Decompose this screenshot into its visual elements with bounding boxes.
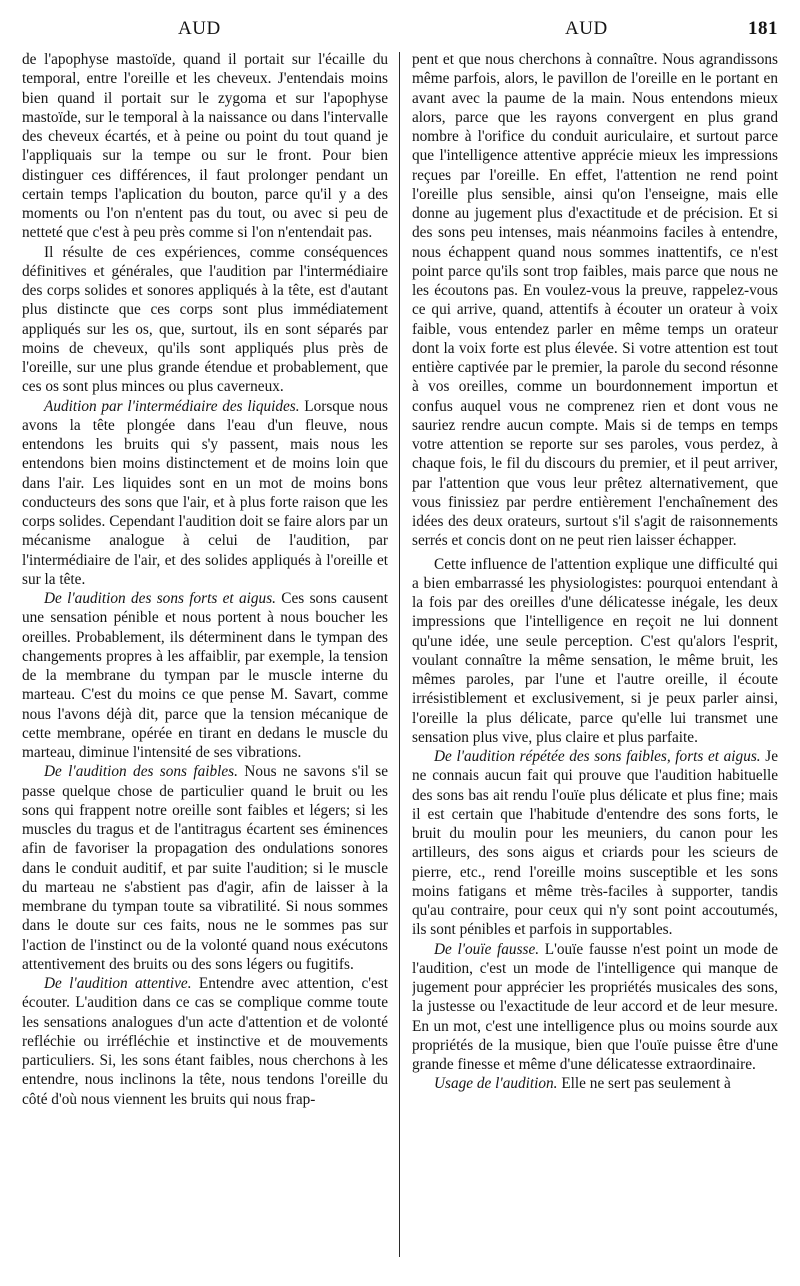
paragraph [412, 1074, 778, 1093]
section-lead: De l'audition répétée des sons faibles, forts et aigus. [434, 748, 761, 765]
left-column [22, 50, 388, 1260]
headword-right: AUD [565, 18, 608, 39]
right-column [412, 50, 778, 1260]
paragraph [22, 589, 388, 762]
section-lead: Usage de l'audition. [434, 1075, 558, 1093]
paragraph-text: Lorsque nous avons la tête plongée dans l'eau d'un fleuve, nous entendons les bruits qui s'y passent, mais nous les entendons bien moins distinctement et de moins loin que dans l'air. Les liquides sont en un mot de moins bons conducteurs des sons que l'air, et à plus forte raison que les corps solides. Cependant l'audition doit se faire alors par un mécanisme analogue à celui de l'audition, par l'intermédiaire de l'air, et des solides appliqués à l'oreille et sur la tête. [22, 397, 388, 588]
paragraph-text: Ces sons causent une sensation pénible et nous portent à nous boucher les oreilles. Probablement, ils déterminent dans le tympan des changements propres à les affaiblir, par exemple, la tension de la membrane du tympan par le muscle interne du marteau. C'est du moins ce que pense M. Savart, comme nous l'avons déjà dit, parce que la tension mécanique de cette membrane, opérée en tirant en dedans le muscle du marteau, diminue l'intensité de ses vibrations. [22, 590, 388, 761]
paragraph-text: Elle ne sert pas seulement à [557, 1075, 731, 1093]
paragraph-text: Cette influence de l'attention explique une difficulté qui a bien embarrassé les physiologistes: pourquoi entendant à la fois par des oreilles d'une délicatesse inégale, les deux impressions que l'intelligence en reçoit ne lui donnent qu'une idée, une seule perception. C'est qu'alors l'esprit, voulant connaître la même sensation, le même bruit, les mêmes paroles, par l'une et l'autre oreille, il écoute irrésistiblement et exclusivement, si je peux parler ainsi, l'oreille la plus délicate, parce qu'elle lui transmet une sensation plus vive, plus claire et plus parfaite. [412, 555, 778, 746]
paragraph-text: L'ouïe fausse n'est point un mode de l'audition, c'est un mode de l'intelligence qui manque de jugement pour apprécier les propriétés musicales des sons, la justesse ou l'exactitude de leur accord et de leur mesure. En un mot, c'est une intelligence plus ou moins sourde aux propriétés de la musique, bien que l'ouïe puisse être d'une grande finesse et même d'une délicatesse extraordinaire. [412, 940, 778, 1073]
paragraph [412, 747, 778, 940]
paragraph-text: Entendre avec attention, c'est écouter. L'audition dans ce cas se complique comme toute les sensations analogues d'un acte d'attention et de volonté refléchie ou irréfléchie et instinctive et de mouvements particuliers. Si, les sons étant faibles, nous cherchons à les entendre, nous inclinons la tête, nous tendons l'oreille du côté d'où nous viennent les bruits qui nous frap- [22, 975, 388, 1108]
running-header [0, 18, 800, 48]
paragraph [22, 243, 388, 397]
section-lead: De l'audition attentive. [44, 975, 192, 992]
section-lead: De l'audition des sons faibles. [44, 763, 238, 781]
paragraph [22, 762, 388, 974]
paragraph-text: pent et que nous cherchons à connaître. Nous agrandissons même parfois, alors, le pavillon de l'oreille en le portant en avant avec la paume de la main. Nous entendons mieux alors, parce que les rayons convergent en plus grand nombre à l'orifice du conduit auriculaire, et surtout parce que l'intelligence attentive apprécie mieux les impressions reçues par l'oreille. En effet, l'attention ne rend point l'oreille plus sensible, ainsi qu'on l'enseigne, mais elle donne au jugement plus d'exactitude et de précision. Et si des sons peu intenses, mais néanmoins faciles à entendre, nous échappent quand nous sommes inattentifs, ce n'est point parce qu'ils sont trop faibles, mais parce que nous ne les écoutons pas. En voulez-vous la preuve, rappelez-vous ce qui arrive, quand, attentifs à écouter un orateur à voix faible, vous entendez parler en même temps un orateur dont la voix forte est plus élevée. Si votre attention est tout entière captivée par le premier, la parole du second résonne à vos oreilles, comme un bourdonnement importun et confus auquel vous ne comprenez rien et dont vous ne sauriez rendre aucun compte. Mais si de temps en temps votre attention se reporte sur ses paroles, vous perdez, à chaque fois, le fil du discours du premier, et il peut arriver, par l'attention que vous leur prêtez alternativement, que vous finissiez par perdre entièrement l'enchaînement des idées des deux orateurs, surtout s'il s'agit de raisonnements serrés et concis dont on ne peut rien laisser échapper. [412, 51, 778, 550]
paragraph [412, 555, 778, 748]
section-lead: De l'audition des sons forts et aigus. [44, 590, 276, 607]
paragraph [412, 940, 778, 1075]
paragraph-text: Je ne connais aucun fait qui prouve que l'audition habituelle des sons bas ait rendu l'ouïe plus délicate et plus fine; mais il est certain que l'habitude d'entendre des sons forts, le bruit du moulin pour les meuniers, du canon pour les artilleurs, des sons aigus et criards pour les scieurs de pierre, etc., rend l'oreille moins susceptible et les sons moins fatigans et même très-faciles à supporter, tandis qu'au contraire, pour ceux qui n'y sont point accoutumés, ils sont pénibles et parfois in supportables. [412, 748, 778, 939]
paragraph [22, 50, 388, 243]
column-divider [399, 52, 400, 1257]
section-lead: De l'ouïe fausse. [434, 940, 540, 958]
paragraph [22, 397, 388, 590]
paragraph-text: de l'apophyse mastoïde, quand il portait sur l'écaille du temporal, entre l'oreille et les cheveux. J'entendais moins bien quand il portait sur le zygoma et sur l'apophyse mastoïde, sur le temporal à la naissance ou dans l'intervalle des cheveux écartés, et à peine ou point du tout quand je l'appliquais sur la tempe ou sur le front. Pour bien distinguer ces différences, il faut prolonger pendant un certain temps l'aplication du bouton, parce qu'il y a des moments ou l'on n'entent pas du tout, ou avec si peu de netteté que c'est à peu près comme si l'on n'entendait pas. [22, 51, 388, 242]
paragraph [22, 974, 388, 1109]
headword-left: AUD [178, 18, 221, 39]
paragraph-text: Nous ne savons s'il se passe quelque chose de particulier quand le bruit ou les sons qui frappent notre oreille sont faibles et légers; si les muscles du tragus et de l'antitragus écartent ses éminences afin de favoriser la propagation des ondulations sonores dans le conduit auditif, et par suite l'audition; si le muscle du marteau ne s'abstient pas d'agir, afin de laisser à la membrane du tympan toute sa vibratilité. Si nous sommes dans le doute sur ces faits, nous ne le sommes pas sur l'action de l'instinct ou de la volonté quand nous exécutons attentivement des bruits ou des sons légers ou fugitifs. [22, 763, 388, 973]
paragraph [412, 50, 778, 551]
paragraph-text: Il résulte de ces expériences, comme conséquences définitives et générales, que l'audition par l'intermédiaire des corps solides et sonores appliqués à la tête, est d'autant plus distincte que ces corps sont plus immédiatement appliqués sur les os, que, surtout, ils en sont séparés par moins de cheveux, qu'ils sont appliqués plus près de l'oreille, sur une plus grande étendue et probablement, que ces os sont plus minces ou plus caverneux. [22, 243, 388, 396]
section-lead: Audition par l'intermédiaire des liquides. [44, 397, 300, 415]
page-number: 181 [748, 18, 778, 39]
